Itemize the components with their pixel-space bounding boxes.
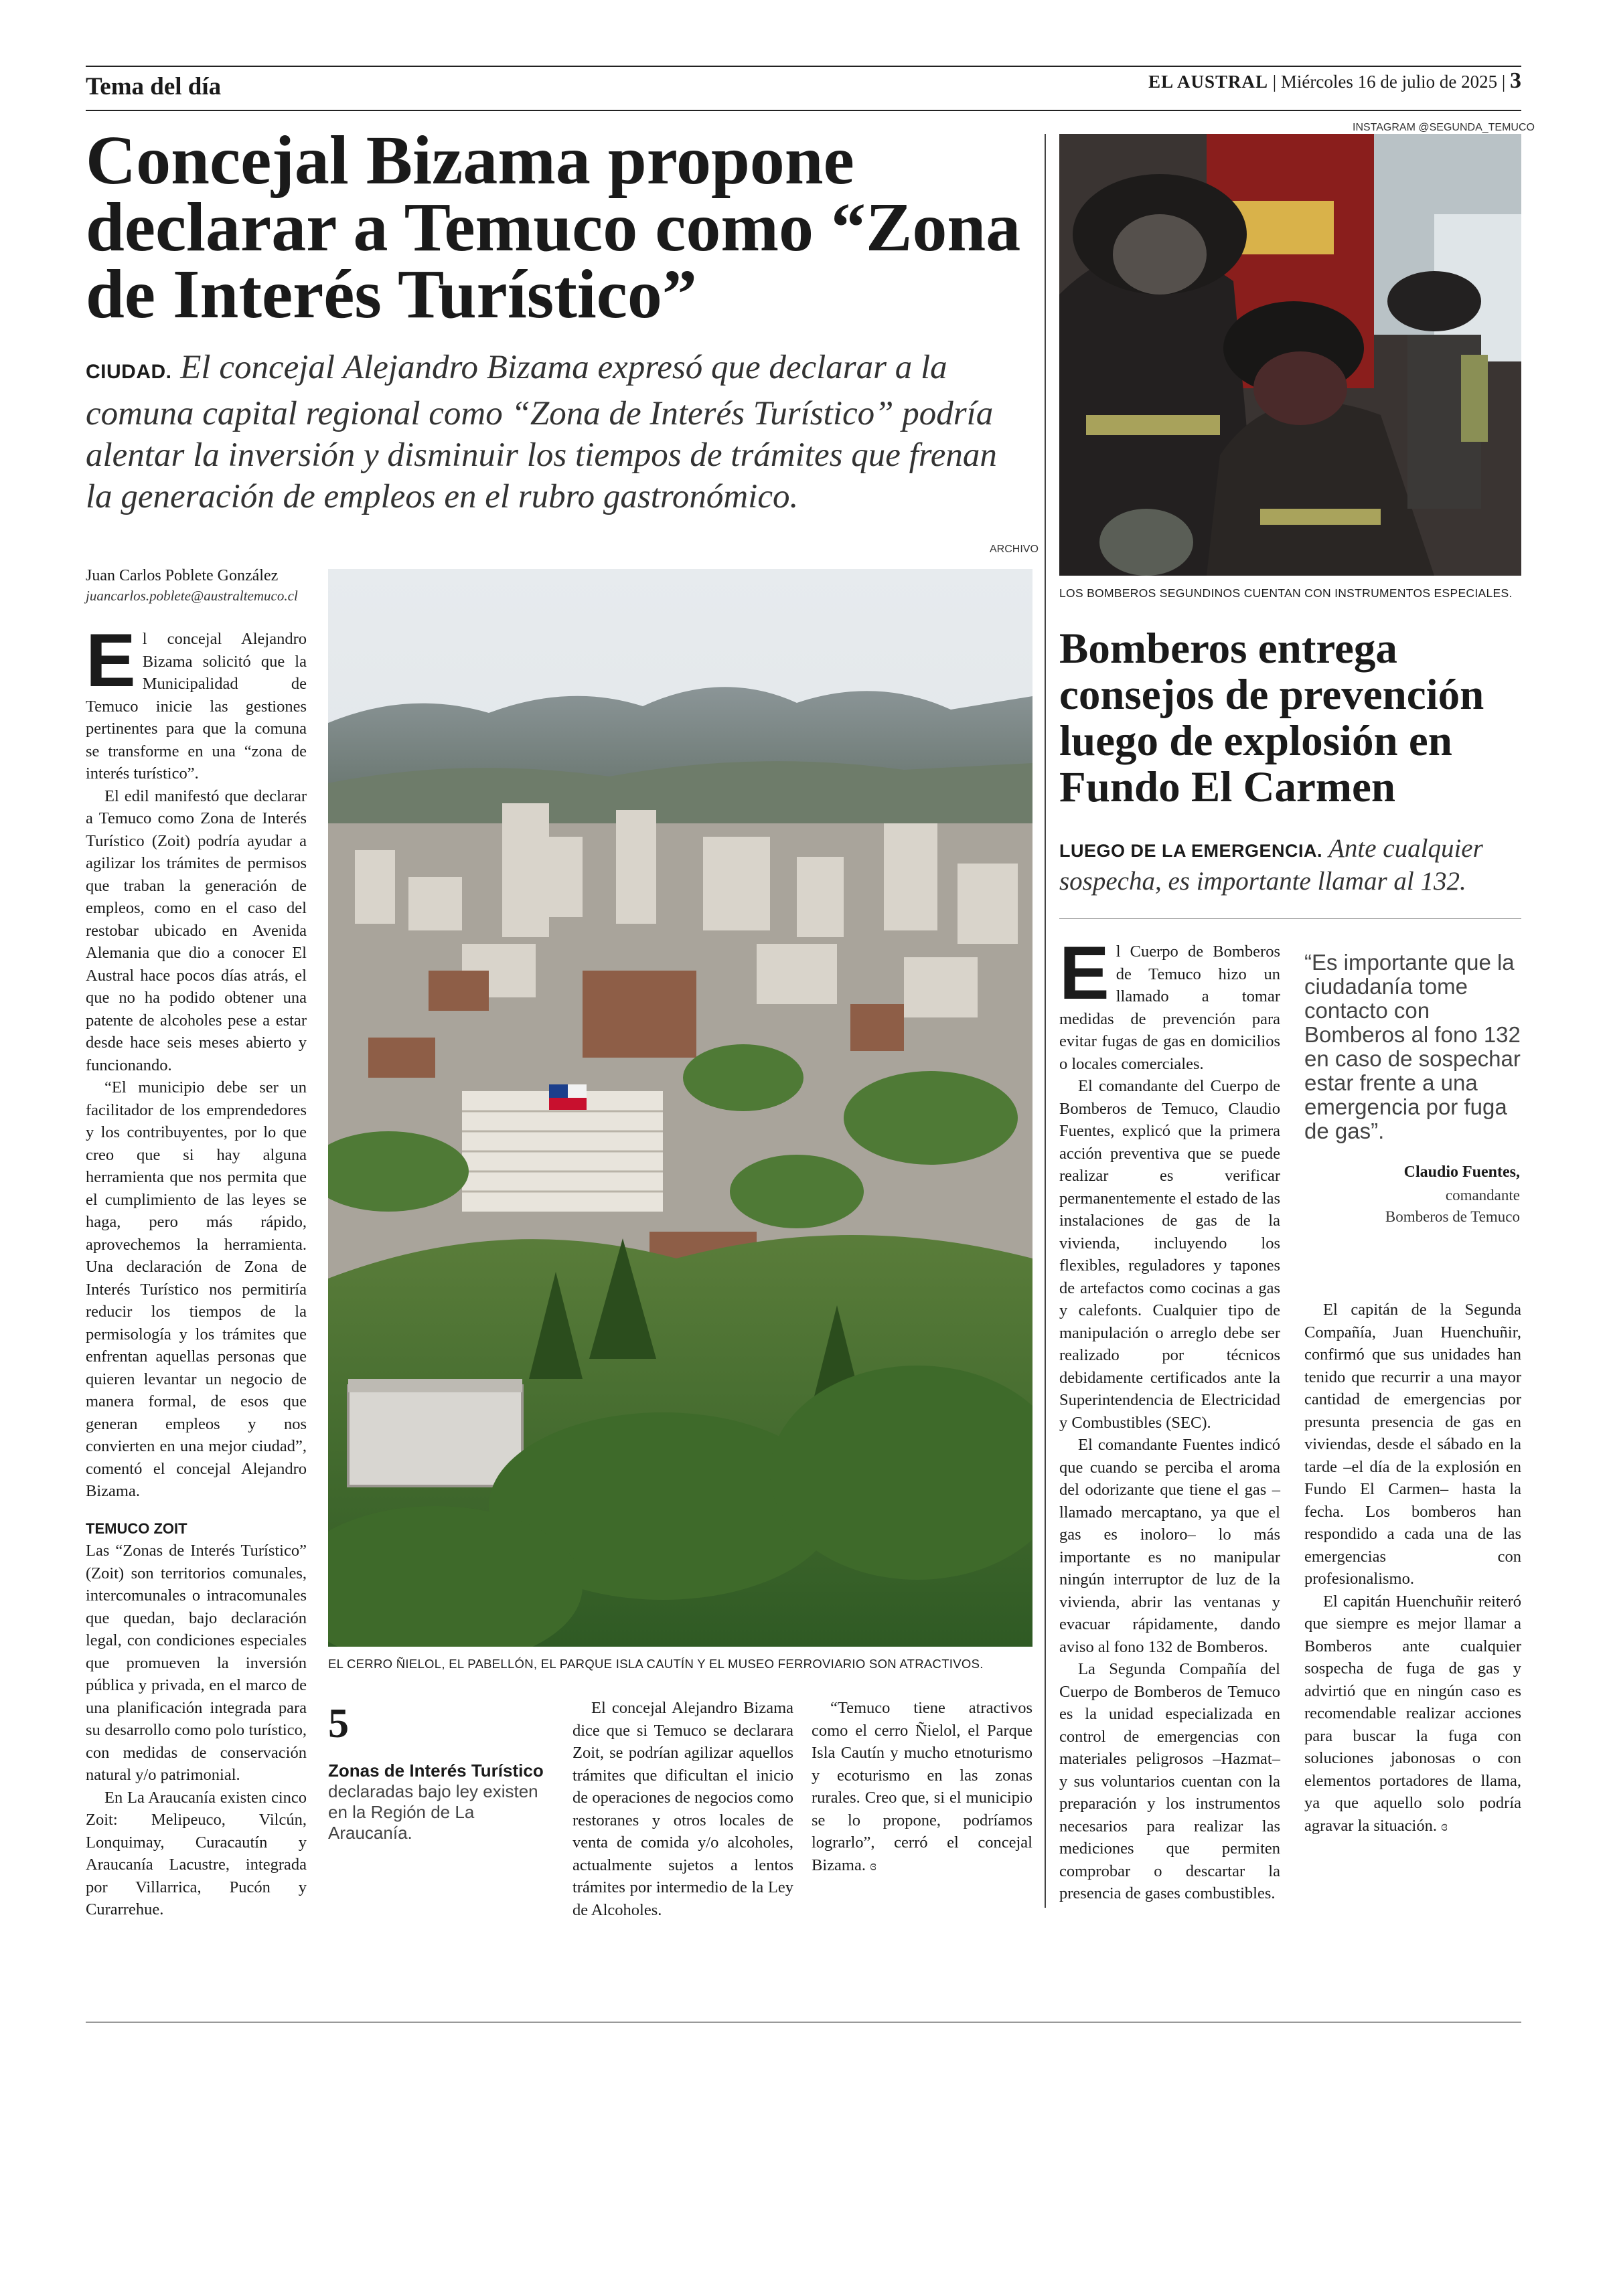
side-photo-credit: INSTAGRAM @SEGUNDA_TEMUCO (1353, 122, 1535, 133)
side-column-1 (1059, 931, 1280, 1905)
side-deck-text: Ante cualquier sospecha, es importante llamar al 132. (1059, 834, 1483, 896)
main-deck-text: El concejal Alejandro Bizama expresó que declarar a la comuna capital regional como “Zona de Interés Turístico” podría alentar la inversión y disminuir los tiempos de trámites que frenan la generación de empleos en el rubro gastronómico. (86, 349, 997, 515)
subhead: TEMUCO ZOIT (86, 1520, 187, 1537)
paragraph: La Segunda Compañía del Cuerpo de Bomberos de Temuco es la unidad especializada en control de emergencias con materiales peligrosos –Hazmat– y sus voluntarios cuentan con la preparación y los instrumentos necesarios para realizar las mediciones que permiten comprobar o descartar la presencia de gases combustibles. (1059, 1660, 1280, 1902)
side-deck-rule (1059, 918, 1521, 919)
paragraph: El concejal Alejandro Bizama dice que si Temuco se declarara Zoit, se podrían agilizar aquellos trámites que dificultan el inicio de operaciones de negocios como restoranes y otros locales de venta de comida y/o alcoholes, actualmente sujetos a lentos trámites por intermedio de la Ley de Alcoholes. (572, 1699, 793, 1919)
photo-credit: ARCHIVO (990, 544, 1039, 555)
ornament-icon: ɞ (1441, 1817, 1448, 1834)
city-photo-image (328, 569, 1032, 1647)
ornament-icon: ɞ (870, 1856, 876, 1874)
side-kicker: LUEGO DE LA EMERGENCIA. (1059, 841, 1323, 861)
dropcap: E (86, 619, 136, 702)
bottom-rule (86, 2022, 1521, 2023)
section-label: Tema del día (86, 73, 222, 100)
byline (86, 566, 307, 606)
stat-text (328, 1760, 556, 1843)
quote-attribution-role (1304, 1185, 1520, 1228)
masthead (1148, 68, 1521, 94)
paragraph-text: l Cuerpo de Bomberos de Temuco hizo un llamado a tomar medidas de prevención para evitar fugas de gas en domicilios o locales comerciales. (1059, 942, 1280, 1073)
paragraph (812, 1697, 1032, 1876)
paragraph-text: l concejal Alejandro Bizama solicitó que la Municipalidad de Temuco inicie las gestiones pertinentes para que la comuna se transforme en una “zona de interés turístico”. (86, 630, 307, 783)
city-photo-caption: EL CERRO ÑIELOL, EL PABELLÓN, EL PARQUE ISLA CAUTÍN Y EL MUSEO FERROVIARIO SON ATRACTIVOS. (328, 1657, 984, 1671)
paragraph: El edil manifestó que declarar a Temuco como Zona de Interés Turístico (Zoit) podría ayudar a agilizar los trámites de permisos que traban la generación de empleos, como en el caso del restobar ubicado en Avenida Alemania que dio a conocer El Austral hace pocos días atrás, el que no ha podido obtener una patente de alcoholes pese a estar desde hace seis meses abierto y funcionando. (86, 787, 307, 1074)
paragraph: Las “Zonas de Interés Turístico” (Zoit) son territorios comunales, intercomunales o intracomunales que quedan, bajo declaración legal, con condiciones especiales que promueven la inversión pública y privada, en el marco de una planificación integrada para su desarrollo como polo turístico, con medidas de conservación natural y/o patrimonial. (86, 1542, 307, 1784)
stat-description: declaradas bajo ley existen en la Región de La Araucanía. (328, 1781, 538, 1843)
paragraph-text: El capitán Huenchuñir reiteró que siempre es mejor llamar a Bomberos ante cualquier sospecha de fuga de gas y advirtió que en ningún caso es recomendable realizar acciones para buscar la fuga con soluciones jabonosas o con elementos portadores de llama, ya que aquello solo podría agravar la situación. (1304, 1592, 1521, 1835)
main-kicker: CIUDAD. (86, 361, 172, 383)
main-column-2 (572, 1697, 793, 1921)
side-deck (1059, 833, 1528, 897)
stat-highlight: Zonas de Interés Turístico (328, 1760, 544, 1781)
paragraph: El capitán de la Segunda Compañía, Juan Huenchuñir, confirmó que sus unidades han tenido que recurrir a una mayor cantidad de emergencias por presunta presencia de gas en viviendas, desde el sábado en la tarde –el día de la explosión en Fundo El Carmen– hasta la fecha. Los bomberos han respondido a cada una de las emergencias con profesionalismo. (1304, 1301, 1521, 1588)
paragraph: “El municipio debe ser un facilitador de los emprendedores y los contribuyentes, por lo que creo que si hay alguna herramienta que nos permita que el cumplimiento de las leyes se haga, pero más rápido, aprovechemos la herramienta. Una declaración de Zona de Interés Turístico nos permitiría reducir los tiempos de la permisología y los trámites que enfrentan aquellas personas que quieren levantar un negocio de manera formal, de esos que generan empleos y nos convierten en una mejor ciudad”, comentó el concejal Alejandro Bizama. (86, 1078, 307, 1500)
pull-quote: “Es importante que la ciudadanía tome contacto con Bomberos al fono 132 en caso de sospechar estar frente a una emergencia por fuga de gas”. (1304, 950, 1521, 1143)
author-name: Juan Carlos Poblete González (86, 567, 279, 584)
main-deck (86, 347, 1023, 517)
paragraph-text: “Temuco tiene atractivos como el cerro Ñielol, el Parque Isla Cautín y mucho etnoturismo y ecoturismo en las zonas rurales. Creo que, si el municipio se lo propone, podríamos lograrlo”, cerró el concejal Bizama. (812, 1699, 1032, 1874)
main-column-3 (812, 1697, 1032, 1876)
paragraph (86, 619, 307, 785)
issue-date: Miércoles 16 de julio de 2025 (1280, 72, 1498, 92)
city-photo (328, 569, 1032, 1647)
side-headline: Bomberos entrega consejos de prevención luego de explosión en Fundo El Carmen (1059, 625, 1484, 811)
masthead-divider: | (1501, 72, 1510, 92)
main-headline: Concejal Bizama propone declarar a Temuco como “Zona de Interés Turístico” (86, 122, 1021, 333)
masthead-divider: | (1272, 72, 1281, 92)
firefighters-photo-caption: LOS BOMBEROS SEGUNDINOS CUENTAN CON INSTRUMENTOS ESPECIALES. (1059, 586, 1513, 600)
header-rule (86, 110, 1521, 111)
quote-role-line: Bomberos de Temuco (1385, 1208, 1520, 1225)
firefighters-photo-image (1059, 134, 1521, 576)
column-separator (1045, 134, 1046, 1908)
quote-role-line: comandante (1445, 1187, 1520, 1204)
paragraph (1059, 931, 1280, 1075)
main-column-1 (86, 619, 307, 1921)
stat-number: 5 (328, 1701, 349, 1746)
top-rule (86, 66, 1521, 67)
newspaper-name: EL AUSTRAL (1148, 72, 1268, 92)
paragraph: El comandante Fuentes indicó que cuando se perciba el aroma del odorizante que tiene el gas –llamado mercaptano, ya que el gas es inoloro– lo más importante es no manipular ningún interruptor de luz de la vivienda, abrir las ventanas y evacuar rápidamente, dando aviso al fono 132 de Bomberos. (1059, 1436, 1280, 1656)
quote-attribution-name: Claudio Fuentes, (1403, 1163, 1520, 1181)
author-email: juancarlos.poblete@australtemuco.cl (86, 588, 298, 604)
paragraph: En La Araucanía existen cinco Zoit: Melipeuco, Vilcún, Lonquimay, Curacautín y Araucanía Lacustre, integrada por Villarrica, Pucón y Curarrehue. (86, 1788, 307, 1918)
paragraph (1304, 1590, 1521, 1837)
page-number: 3 (1510, 68, 1521, 93)
side-column-2 (1304, 1299, 1521, 1837)
paragraph: El comandante del Cuerpo de Bomberos de Temuco, Claudio Fuentes, explicó que la primera acción preventiva que se puede realizar es verificar permanentemente el estado de las instalaciones de gas de la vivienda, incluyendo los flexibles, reguladores y tapones de artefactos como cocinas a gas y calefonts. Cualquier tipo de manipulación o arreglo debe ser realizado por técnicos debidamente certificados ante la Superintendencia de Electricidad y Combustibles (SEC). (1059, 1077, 1280, 1432)
firefighters-photo (1059, 134, 1521, 576)
dropcap: E (1059, 931, 1109, 1015)
